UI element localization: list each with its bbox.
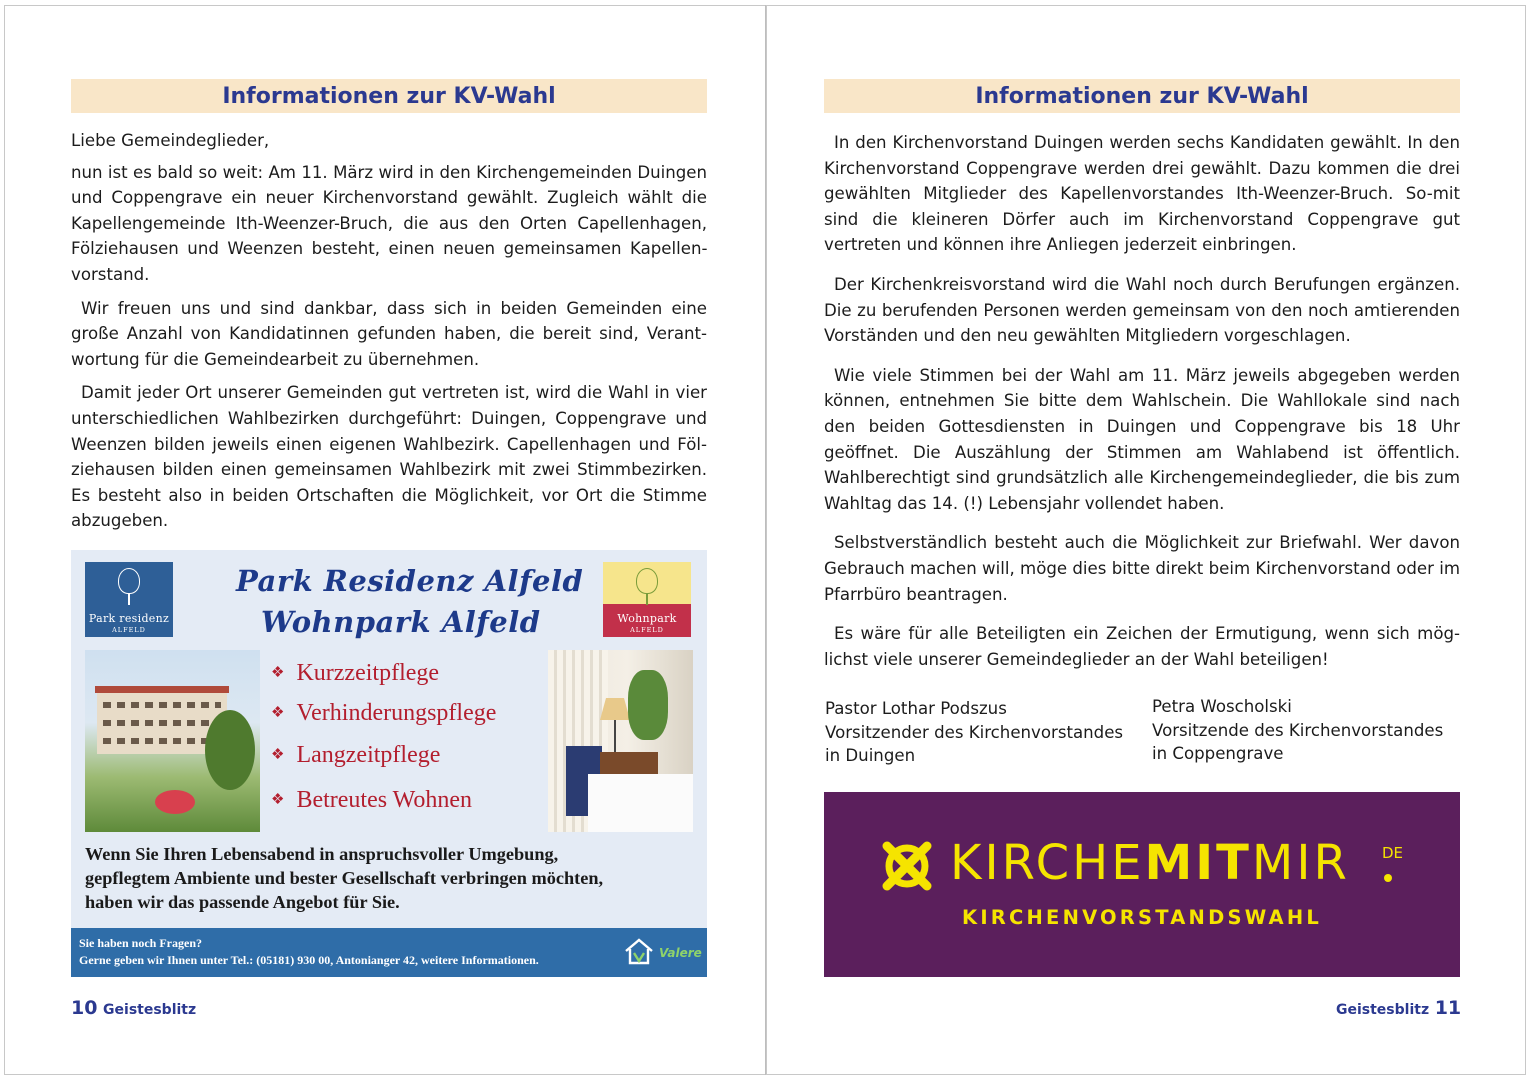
diamond-bullet-icon: ❖ [271, 747, 285, 763]
service-item-3: ❖ Langzeitpflege [271, 742, 441, 768]
park-residenz-logo [85, 562, 173, 637]
advertisement-park-residenz [71, 550, 707, 977]
right-body-text [824, 130, 1460, 672]
service-item-4: ❖ Betreutes Wohnen [271, 787, 473, 813]
signature-pastor [825, 697, 1123, 768]
left-paragraph-2: Wir freuen uns und sind dankbar, dass sich in beiden Gemeinden eine große Anzahl von Kandidatinnen gefunden haben, die bereit sind, Verant-wortung für die Gemeindearbeit zu übernehmen. [71, 298, 707, 369]
banner-dot [1384, 874, 1392, 882]
right-paragraph-3: Wie viele Stimmen bei der Wahl am 11. März jeweils abgegeben werden können, entnehmen Sie bitte dem Wahlschein. Die Wahllokale sind nach den beiden Gottesdiensten in Duingen und Coppengrave bis 18 Uhr geöffnet. Die Auszählung der Stimmen am Wahlabend ist öffentlich. Wahlberechtigt sind grundsätzlich alle Kirchengemeindeglieder, die bis zum Wahltag das 14. (!) Lebensjahr vollendet haben. [824, 365, 1461, 513]
right-page-footer [1336, 997, 1461, 1019]
wohnpark-logo [603, 562, 691, 637]
banner-wordmark: KIRCHEMITMIR [950, 835, 1350, 891]
park-residenz-logo-text: Park residenz [88, 612, 170, 625]
signature-chair [1152, 695, 1443, 766]
left-paragraph-1: nun ist es bald so weit: Am 11. März wird in den Kirchengemeinden Duingen und Coppengrave ein neuer Kirchenvorstand gewählt. Zugleich wählt die Kapellengemeinde Ith-Weenzer-Bruch, die aus den Orten Capellenhagen, Fölziehausen und Weenzen besteht, einen neuen gemeinsamen Kapellen-vorstand. [71, 162, 707, 284]
right-paragraph-4: Selbstverständlich besteht auch die Möglichkeit zur Briefwahl. Wer davon Gebrauch machen will, möge dies bitte direkt beim Kirchenvorstand oder im Pfarrbüro beantragen. [824, 533, 1460, 604]
left-page-number: 10 [71, 997, 98, 1019]
signature-name: Pastor Lothar Podszus [825, 699, 1007, 718]
right-paragraph-2: Der Kirchenkreisvorstand wird die Wahl noch durch Berufungen ergänzen. Die zu berufenden Personen werden gemeinsam von den noch amtierenden Vorständen und den neu gewählten Mitgliedern vorgeschlagen. [824, 274, 1460, 346]
banner-tld: DE [1382, 844, 1404, 862]
building-photo [85, 650, 260, 832]
page-spine [765, 5, 766, 1075]
salutation: Liebe Gemeindeglieder, [71, 131, 270, 150]
signature-place: in Coppengrave [1152, 744, 1284, 763]
kirchemitmir-banner [824, 792, 1460, 977]
service-item-1: ❖ Kurzzeitpflege [271, 660, 440, 686]
tree-icon [118, 568, 140, 594]
tree-icon [636, 568, 658, 594]
signature-role: Vorsitzende des Kirchenvorstandes [1152, 720, 1444, 740]
left-page-footer [71, 997, 196, 1019]
service-item-2: ❖ Verhinderungspflege [271, 700, 497, 726]
valere-house-icon [624, 937, 654, 965]
wohnpark-logo-text: Wohnpark [617, 612, 677, 625]
ad-contact-details: Gerne geben wir Ihnen unter Tel.: (05181) 930 00, Antonianger 42, weitere Informationen. [79, 953, 539, 967]
wohnpark-logo-city: ALFELD [630, 626, 664, 634]
banner-subtitle: KIRCHENVORSTANDSWAHL [962, 906, 1322, 929]
left-paragraph-3: Damit jeder Ort unserer Gemeinden gut vertreten ist, wird die Wahl in vier unterschiedlichen Wahlbezirken durchgeführt: Duingen, Coppengrave und Weenzen bilden jeweils einen eigenen Wahlbezirk. Capellenhagen und Föl-ziehausen bilden einen gemeinsamen Wahlbezirk mit zwei Stimmbezirken. Es besteht also in beiden Ortschaften die Möglichkeit, vor Ort die Stimme abzugeben. [71, 383, 707, 531]
right-publication-name: Geistesblitz [1336, 1002, 1430, 1018]
park-residenz-logo-city: ALFELD [112, 626, 146, 634]
valere-brand: Valere [659, 946, 702, 960]
cross-ballot-icon [880, 839, 934, 893]
ad-title-2: Wohnpark Alfeld [261, 605, 541, 639]
diamond-bullet-icon: ❖ [271, 705, 285, 721]
right-page-number: 11 [1434, 997, 1462, 1019]
ad-tagline: Wenn Sie Ihren Lebensabend in anspruchsvoller Umgebung, gepflegtem Ambiente und bester Gesellschaft verbringen möchten, haben wir das passende Angebot für Sie. [85, 844, 604, 912]
ad-contact-question: Sie haben noch Fragen? [79, 936, 203, 950]
signature-role: Vorsitzender des Kirchenvorstandes [825, 722, 1124, 742]
diamond-bullet-icon: ❖ [271, 792, 285, 808]
interior-photo [548, 650, 693, 832]
right-heading: Informationen zur KV-Wahl [824, 79, 1460, 113]
signature-name: Petra Woscholski [1152, 697, 1292, 716]
signature-place: in Duingen [825, 746, 916, 765]
right-paragraph-1: In den Kirchenvorstand Duingen werden sechs Kandidaten gewählt. In den Kirchenvorstand Coppengrave werden drei gewählt. Dazu kommen die drei gewählten Mitglieder des Kapellenvorstandes Ith-Weenzer-Bruch. So-mit sind die kleineren Dörfer auch im Kirchenvorstand Coppengrave gut vertreten und können ihre Anliegen jederzeit einbringen. [824, 133, 1460, 255]
left-heading: Informationen zur KV-Wahl [71, 79, 707, 113]
left-publication-name: Geistesblitz [103, 1002, 197, 1018]
ad-contact-bar [71, 928, 707, 977]
left-body-text [71, 128, 707, 534]
right-paragraph-5: Es wäre für alle Beteiligten ein Zeichen der Ermutigung, wenn sich mög-lichst viele unserer Gemeindeglieder an der Wahl beteiligen! [824, 624, 1460, 669]
diamond-bullet-icon: ❖ [271, 665, 285, 681]
ad-title-1: Park Residenz Alfeld [236, 564, 584, 598]
